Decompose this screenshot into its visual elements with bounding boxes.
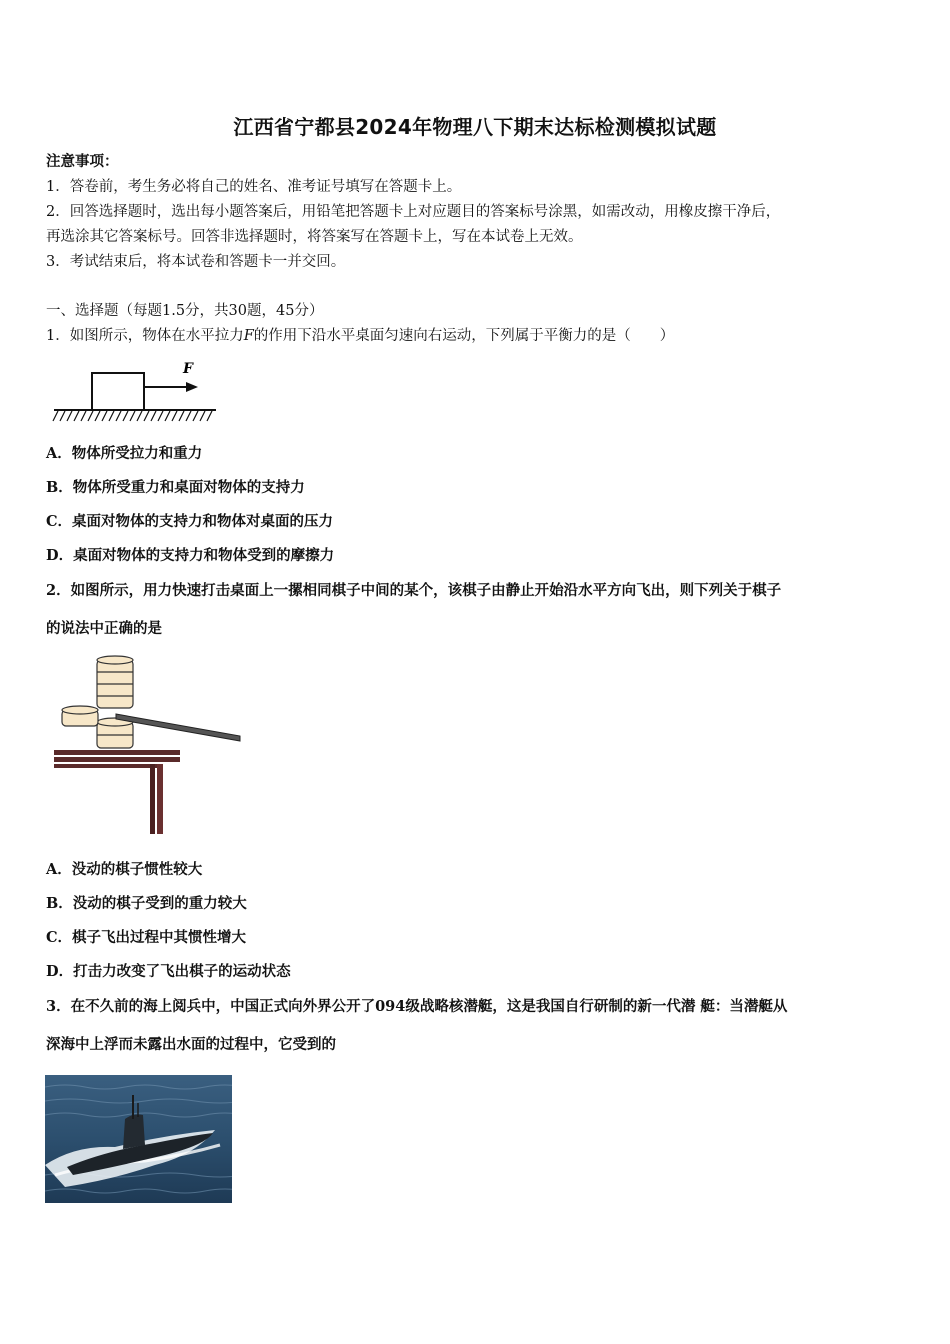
notice-heading: 注意事项： xyxy=(46,153,119,170)
question-3-stem-line-1: 3．在不久前的海上阅兵中，中国正式向外界公开了094级战略核潜艇，这是我国自行研制的新一代潜 艇：当潜艇从 xyxy=(46,998,788,1015)
page-title: 江西省宁都县2024年物理八下期末达标检测模拟试题 xyxy=(233,115,717,139)
notice-item-2-continued: 再选涂其它答案标号。回答非选择题时，将答案写在答题卡上，写在本试卷上无效。 xyxy=(46,229,583,245)
question-2-option-c: C．棋子飞出过程中其惯性增大 xyxy=(46,929,247,946)
question-1-option-a: A．物体所受拉力和重力 xyxy=(46,445,203,462)
question-2-stem-line-2: 的说法中正确的是 xyxy=(46,620,162,637)
notice-item-2: 2．回答选择题时，选出每小题答案后，用铅笔把答题卡上对应题目的答案标号涂黑，如需改动，用橡皮擦干净后， xyxy=(46,204,781,220)
question-1-stem xyxy=(46,326,906,346)
question-2-stem-line-1: 2．如图所示，用力快速打击桌面上一摞相同棋子中间的某个，该棋子由静止开始沿水平方向飞出，则下列关于棋子 xyxy=(46,582,782,599)
question-1-stem-start: 1．如图所示，物体在水平拉力 xyxy=(46,328,244,344)
notice-item-1: 1．答卷前，考生务必将自己的姓名、准考证号填写在答题卡上。 xyxy=(46,179,462,195)
question-2-option-d: D．打击力改变了飞出棋子的运动状态 xyxy=(46,963,291,980)
section-heading: 一、选择题（每题1.5分，共30题，45分） xyxy=(46,303,324,319)
question-1-option-c: C．桌面对物体的支持力和物体对桌面的压力 xyxy=(46,513,334,530)
question-3-stem-line-2: 深海中上浮而未露出水面的过程中，它受到的 xyxy=(46,1036,336,1053)
question-1-option-d: D．桌面对物体的支持力和物体受到的摩擦力 xyxy=(46,547,335,564)
block-force-diagram xyxy=(50,355,220,430)
question-2-option-a: A．没动的棋子惯性较大 xyxy=(46,861,203,878)
question-2-option-b: B．没动的棋子受到的重力较大 xyxy=(46,895,247,912)
question-1-option-b: B．物体所受重力和桌面对物体的支持力 xyxy=(46,479,305,496)
question-1-stem-end: 的作用下沿水平桌面匀速向右运动，下列属于平衡力的是（ ） xyxy=(253,328,675,344)
notice-item-3: 3．考试结束后，将本试卷和答题卡一并交回。 xyxy=(46,254,346,270)
force-label: F xyxy=(183,361,193,377)
submarine-photo xyxy=(45,1075,232,1203)
chess-stack-diagram xyxy=(50,652,245,837)
force-variable: F xyxy=(243,328,254,344)
